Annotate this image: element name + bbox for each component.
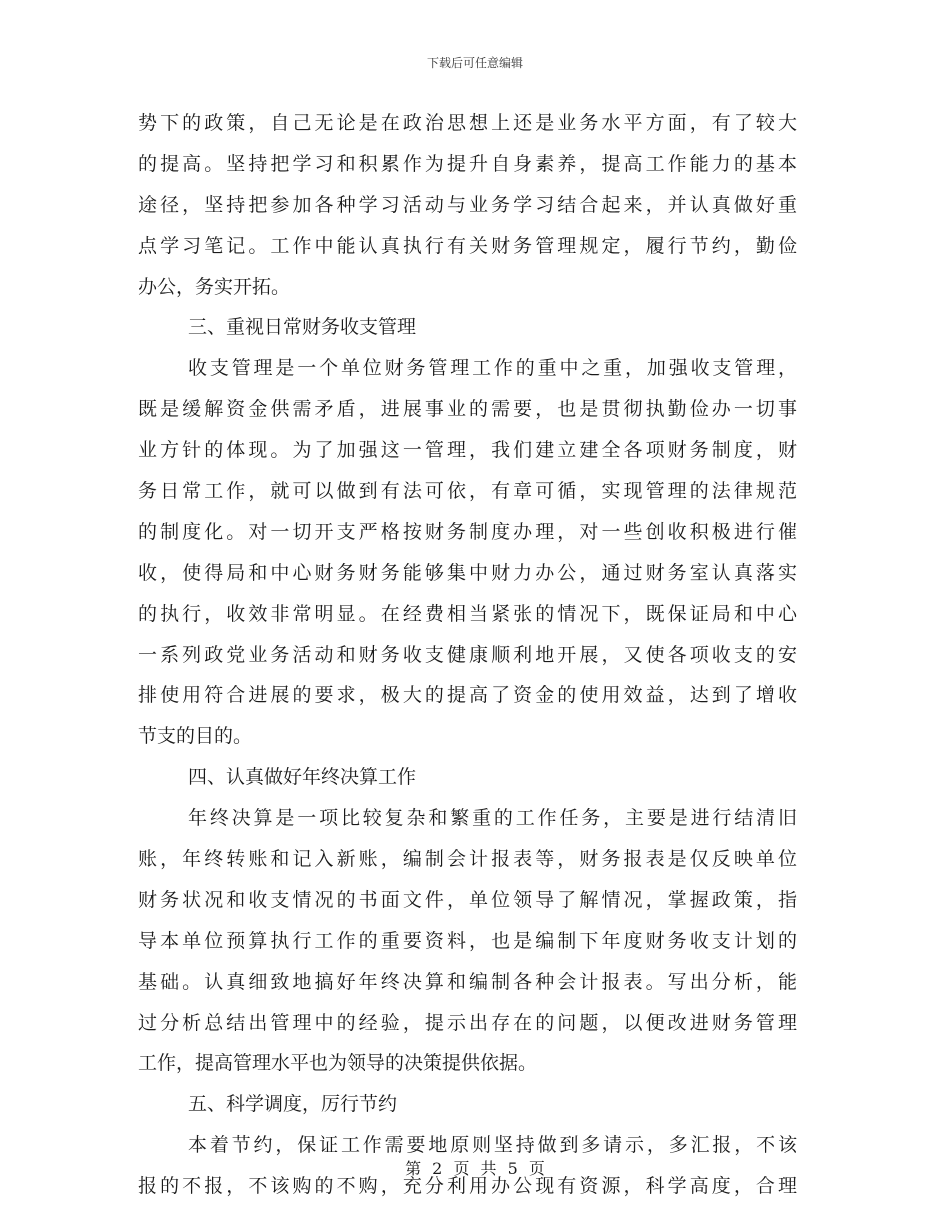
document-body [138, 103, 797, 1207]
text-line: 势下的政策，自己无论是在政治思想上还是业务水平方面，有了较大 [138, 112, 797, 134]
section-heading-3: 三、重视日常财务收支管理 [188, 316, 417, 339]
text-line: 财务状况和收支情况的书面文件，单位领导了解情况，掌握政策，指 [138, 888, 797, 911]
page-indicator: 第 2 页 共 5 页 [405, 1159, 545, 1178]
text-line: 基础。认真细致地搞好年终决算和编制各种会计报表。写出分析，能 [138, 970, 797, 993]
text-line: 收，使得局和中心财务财务能够集中财力办公，通过财务室认真落实 [138, 561, 797, 584]
text-line: 一系列政党业务活动和财务收支健康顺利地开展，又使各项收支的安 [138, 643, 797, 666]
text-line: 过分析总结出管理中的经验，提示出存在的问题，以便改进财务管理 [138, 1011, 797, 1034]
text-line: 业方针的体现。为了加强这一管理，我们建立建全各项财务制度，财 [138, 439, 797, 462]
text-line: 的提高。坚持把学习和积累作为提升自身素养，提高工作能力的基本 [138, 152, 797, 175]
text-line: 的制度化。对一切开支严格按财务制度办理，对一些创收积极进行催 [138, 520, 797, 543]
text-line: 排使用符合进展的要求，极大的提高了资金的使用效益，达到了增收 [138, 684, 797, 707]
text-line: 既是缓解资金供需矛盾，进展事业的需要，也是贯彻执勤俭办一切事 [138, 398, 797, 421]
text-line: 账，年终转账和记入新账，编制会计报表等，财务报表是仅反映单位 [138, 848, 797, 871]
text-line: 的执行，收效非常明显。在经费相当紧张的情况下，既保证局和中心 [138, 602, 797, 625]
text-line: 办公，务实开拓。 [138, 275, 291, 298]
section-heading-4: 四、认真做好年终决算工作 [188, 766, 417, 789]
text-line: 导本单位预算执行工作的重要资料，也是编制下年度财务收支计划的 [138, 929, 797, 952]
text-line: 节支的目的。 [138, 725, 253, 748]
paragraph-first-line: 本着节约，保证工作需要地原则坚持做到多请示，多汇报，不该 [188, 1134, 797, 1157]
text-line: 点学习笔记。工作中能认真执行有关财务管理规定，履行节约，勤俭 [138, 234, 797, 257]
text-line: 报的不报，不该购的不购，充分利用办公现有资源，科学高度，合理 [138, 1175, 797, 1198]
text-line: 务日常工作，就可以做到有法可依，有章可循，实现管理的法律规范 [138, 480, 797, 503]
header-note: 下载后可任意编辑 [426, 56, 523, 70]
text-line: 工作，提高管理水平也为领导的决策提供依据。 [138, 1052, 538, 1075]
text-line: 途径，坚持把参加各种学习活动与业务学习结合起来，并认真做好重 [138, 193, 797, 216]
section-heading-5: 五、科学调度，厉行节约 [188, 1093, 398, 1116]
paragraph-first-line: 收支管理是一个单位财务管理工作的重中之重，加强收支管理， [188, 357, 797, 380]
paragraph-first-line: 年终决算是一项比较复杂和繁重的工作任务，主要是进行结清旧 [188, 807, 797, 830]
